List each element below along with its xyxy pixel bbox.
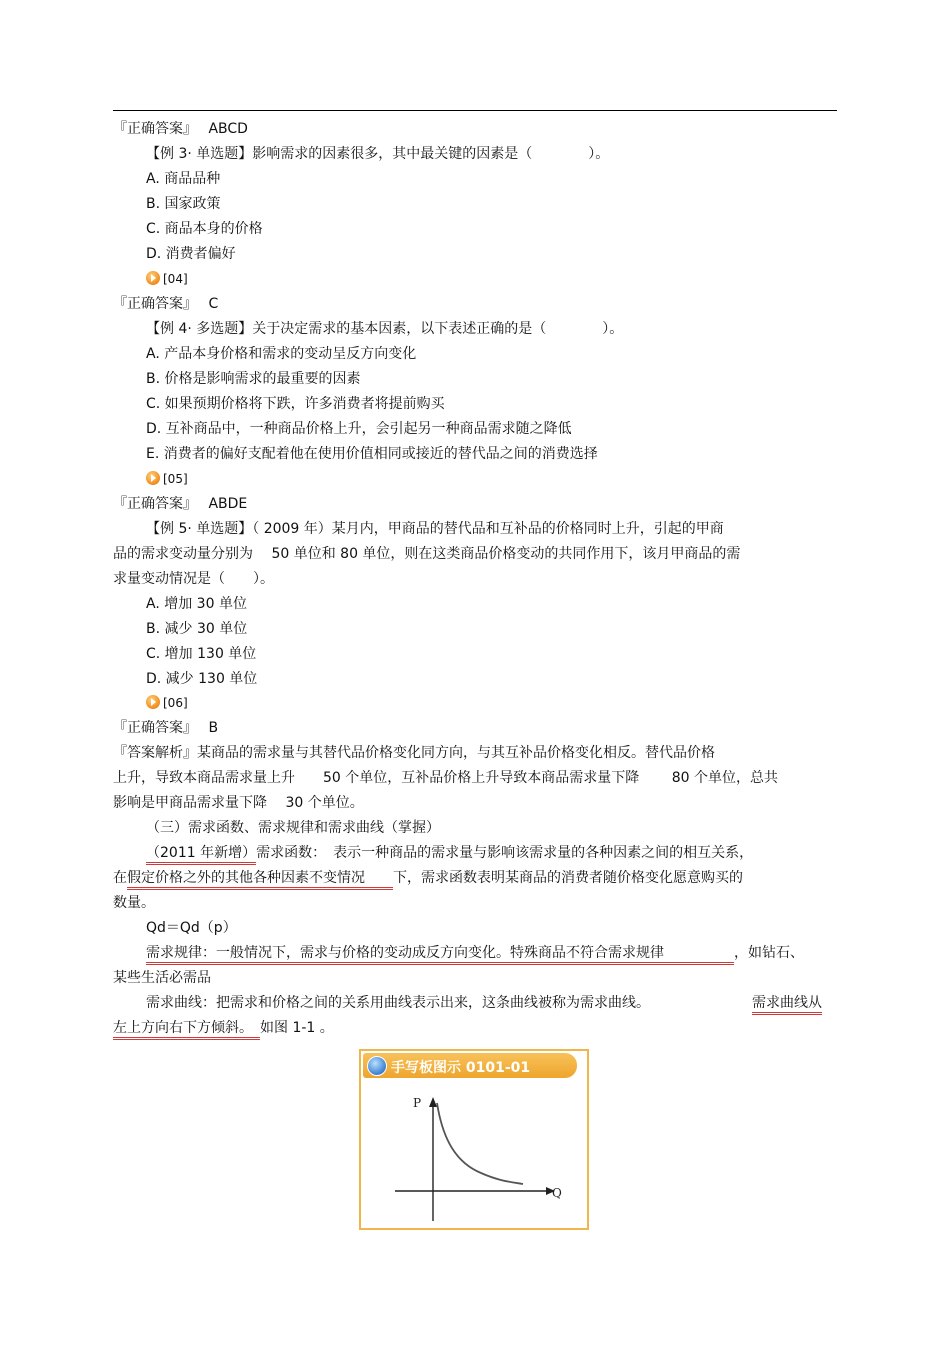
answer-3 xyxy=(113,295,218,313)
answer-label: 『正确答案』 xyxy=(113,496,190,512)
play-icon xyxy=(146,471,160,485)
demand-formula: Qd＝Qd（p） xyxy=(146,920,237,936)
demand-curve xyxy=(437,1103,523,1184)
q4-option-c: C. 如果预期价格将下跌，许多消费者将提前购买 xyxy=(146,396,445,412)
y-axis-label: P xyxy=(413,1096,422,1110)
demand-curve-line1: 需求曲线：把需求和价格之间的关系用曲线表示出来，这条曲线被称为需求曲线。 xyxy=(146,995,650,1011)
text-rest: 下，需求函数表明某商品的消费者随价格变化愿意购买的 xyxy=(393,870,743,886)
q5-stem-line3: 求量变动情况是（ ）。 xyxy=(113,571,274,587)
demand-law-line2: 某些生活必需品 xyxy=(113,970,211,986)
analysis-line1: 『答案解析』某商品的需求量与其替代品价格变化同方向，与其互补品价格变化相反。替代品价格 xyxy=(113,745,715,761)
demand-curve-figure xyxy=(359,1049,589,1230)
q3-option-a: A. 商品品种 xyxy=(146,171,221,187)
answer-value: C xyxy=(208,296,219,312)
underlined-condition: 假定价格之外的其他各种因素不变情况 xyxy=(127,870,393,890)
demand-curve-underlined-1 xyxy=(752,994,822,1012)
q3-stem: 【例 3· 单选题】影响需求的因素很多，其中最关键的因素是（ ）。 xyxy=(146,146,610,162)
demand-function-line1 xyxy=(146,844,753,862)
video-tag: [05] xyxy=(163,472,188,486)
section-heading: （三）需求函数、需求规律和需求曲线（掌握） xyxy=(146,820,440,836)
video-tag: [06] xyxy=(163,696,188,710)
demand-function-text: 需求函数： 表示一种商品的需求量与影响该需求量的各种因素之间的相互关系， xyxy=(256,845,754,861)
demand-law-underlined: 需求规律：一般情况下，需求与价格的变动成反方向变化。特殊商品不符合需求规律 xyxy=(146,945,734,965)
demand-law-line1 xyxy=(146,944,804,962)
figure-reference: 如图 1-1 。 xyxy=(260,1020,334,1036)
answer-value: B xyxy=(208,720,219,736)
q5-option-c: C. 增加 130 单位 xyxy=(146,646,257,662)
demand-curve-line2 xyxy=(113,1019,334,1037)
play-icon xyxy=(146,271,160,285)
q4-option-b: B. 价格是影响需求的最重要的因素 xyxy=(146,371,361,387)
answer-value: ABCD xyxy=(208,121,248,137)
x-axis-label: Q xyxy=(552,1186,562,1200)
q5-stem-line1: 【例 5· 单选题】（ 2009 年）某月内，甲商品的替代品和互补品的价格同时上升，引起的甲商 xyxy=(146,521,724,537)
q5-option-a: A. 增加 30 单位 xyxy=(146,596,247,612)
q5-option-d: D. 减少 130 单位 xyxy=(146,671,258,687)
figure-title: 手写板图示 0101-01 xyxy=(391,1060,531,1076)
demand-law-rest: ，如钻石、 xyxy=(734,945,804,961)
q5-option-b: B. 减少 30 单位 xyxy=(146,621,248,637)
text-prefix: 在 xyxy=(113,870,127,886)
answer-1 xyxy=(113,120,248,138)
analysis-line2: 上升，导致本商品需求量上升 50 个单位，互补品价格上升导致本商品需求量下降 80 个单位，总共 xyxy=(113,770,778,786)
q3-video-link[interactable] xyxy=(146,270,188,288)
q4-option-a: A. 产品本身价格和需求的变动呈反方向变化 xyxy=(146,346,417,362)
underlined-text: 需求曲线从 xyxy=(752,995,822,1015)
y-axis-arrow xyxy=(429,1097,437,1107)
q3-option-c: C. 商品本身的价格 xyxy=(146,221,263,237)
underlined-text: 左上方向右下方倾斜。 xyxy=(113,1020,260,1040)
top-rule xyxy=(113,110,837,111)
answer-label: 『正确答案』 xyxy=(113,296,190,312)
figure-plot xyxy=(361,1051,587,1228)
play-icon xyxy=(146,695,160,709)
new-tag: （2011 年新增） xyxy=(146,845,256,865)
q5-video-link[interactable] xyxy=(146,694,188,712)
demand-function-line3: 数量。 xyxy=(113,895,155,911)
q3-option-b: B. 国家政策 xyxy=(146,196,221,212)
analysis-line3: 影响是甲商品需求量下降 30 个单位。 xyxy=(113,795,364,811)
q4-option-e: E. 消费者的偏好支配着他在使用价值相同或接近的替代品之间的消费选择 xyxy=(146,446,598,462)
demand-function-line2 xyxy=(113,869,743,887)
q4-stem: 【例 4· 多选题】关于决定需求的基本因素，以下表述正确的是（ ）。 xyxy=(146,321,624,337)
answer-label: 『正确答案』 xyxy=(113,121,190,137)
video-tag: [04] xyxy=(163,272,188,286)
q5-stem-line2: 品的需求变动量分别为 50 单位和 80 单位，则在这类商品价格变动的共同作用下，该月甲商品的需 xyxy=(113,546,741,562)
answer-4 xyxy=(113,495,247,513)
q4-video-link[interactable] xyxy=(146,470,188,488)
answer-label: 『正确答案』 xyxy=(113,720,190,736)
q4-option-d: D. 互补商品中，一种商品价格上升，会引起另一种商品需求随之降低 xyxy=(146,421,572,437)
answer-5 xyxy=(113,719,218,737)
answer-value: ABDE xyxy=(208,496,248,512)
q3-option-d: D. 消费者偏好 xyxy=(146,246,236,262)
